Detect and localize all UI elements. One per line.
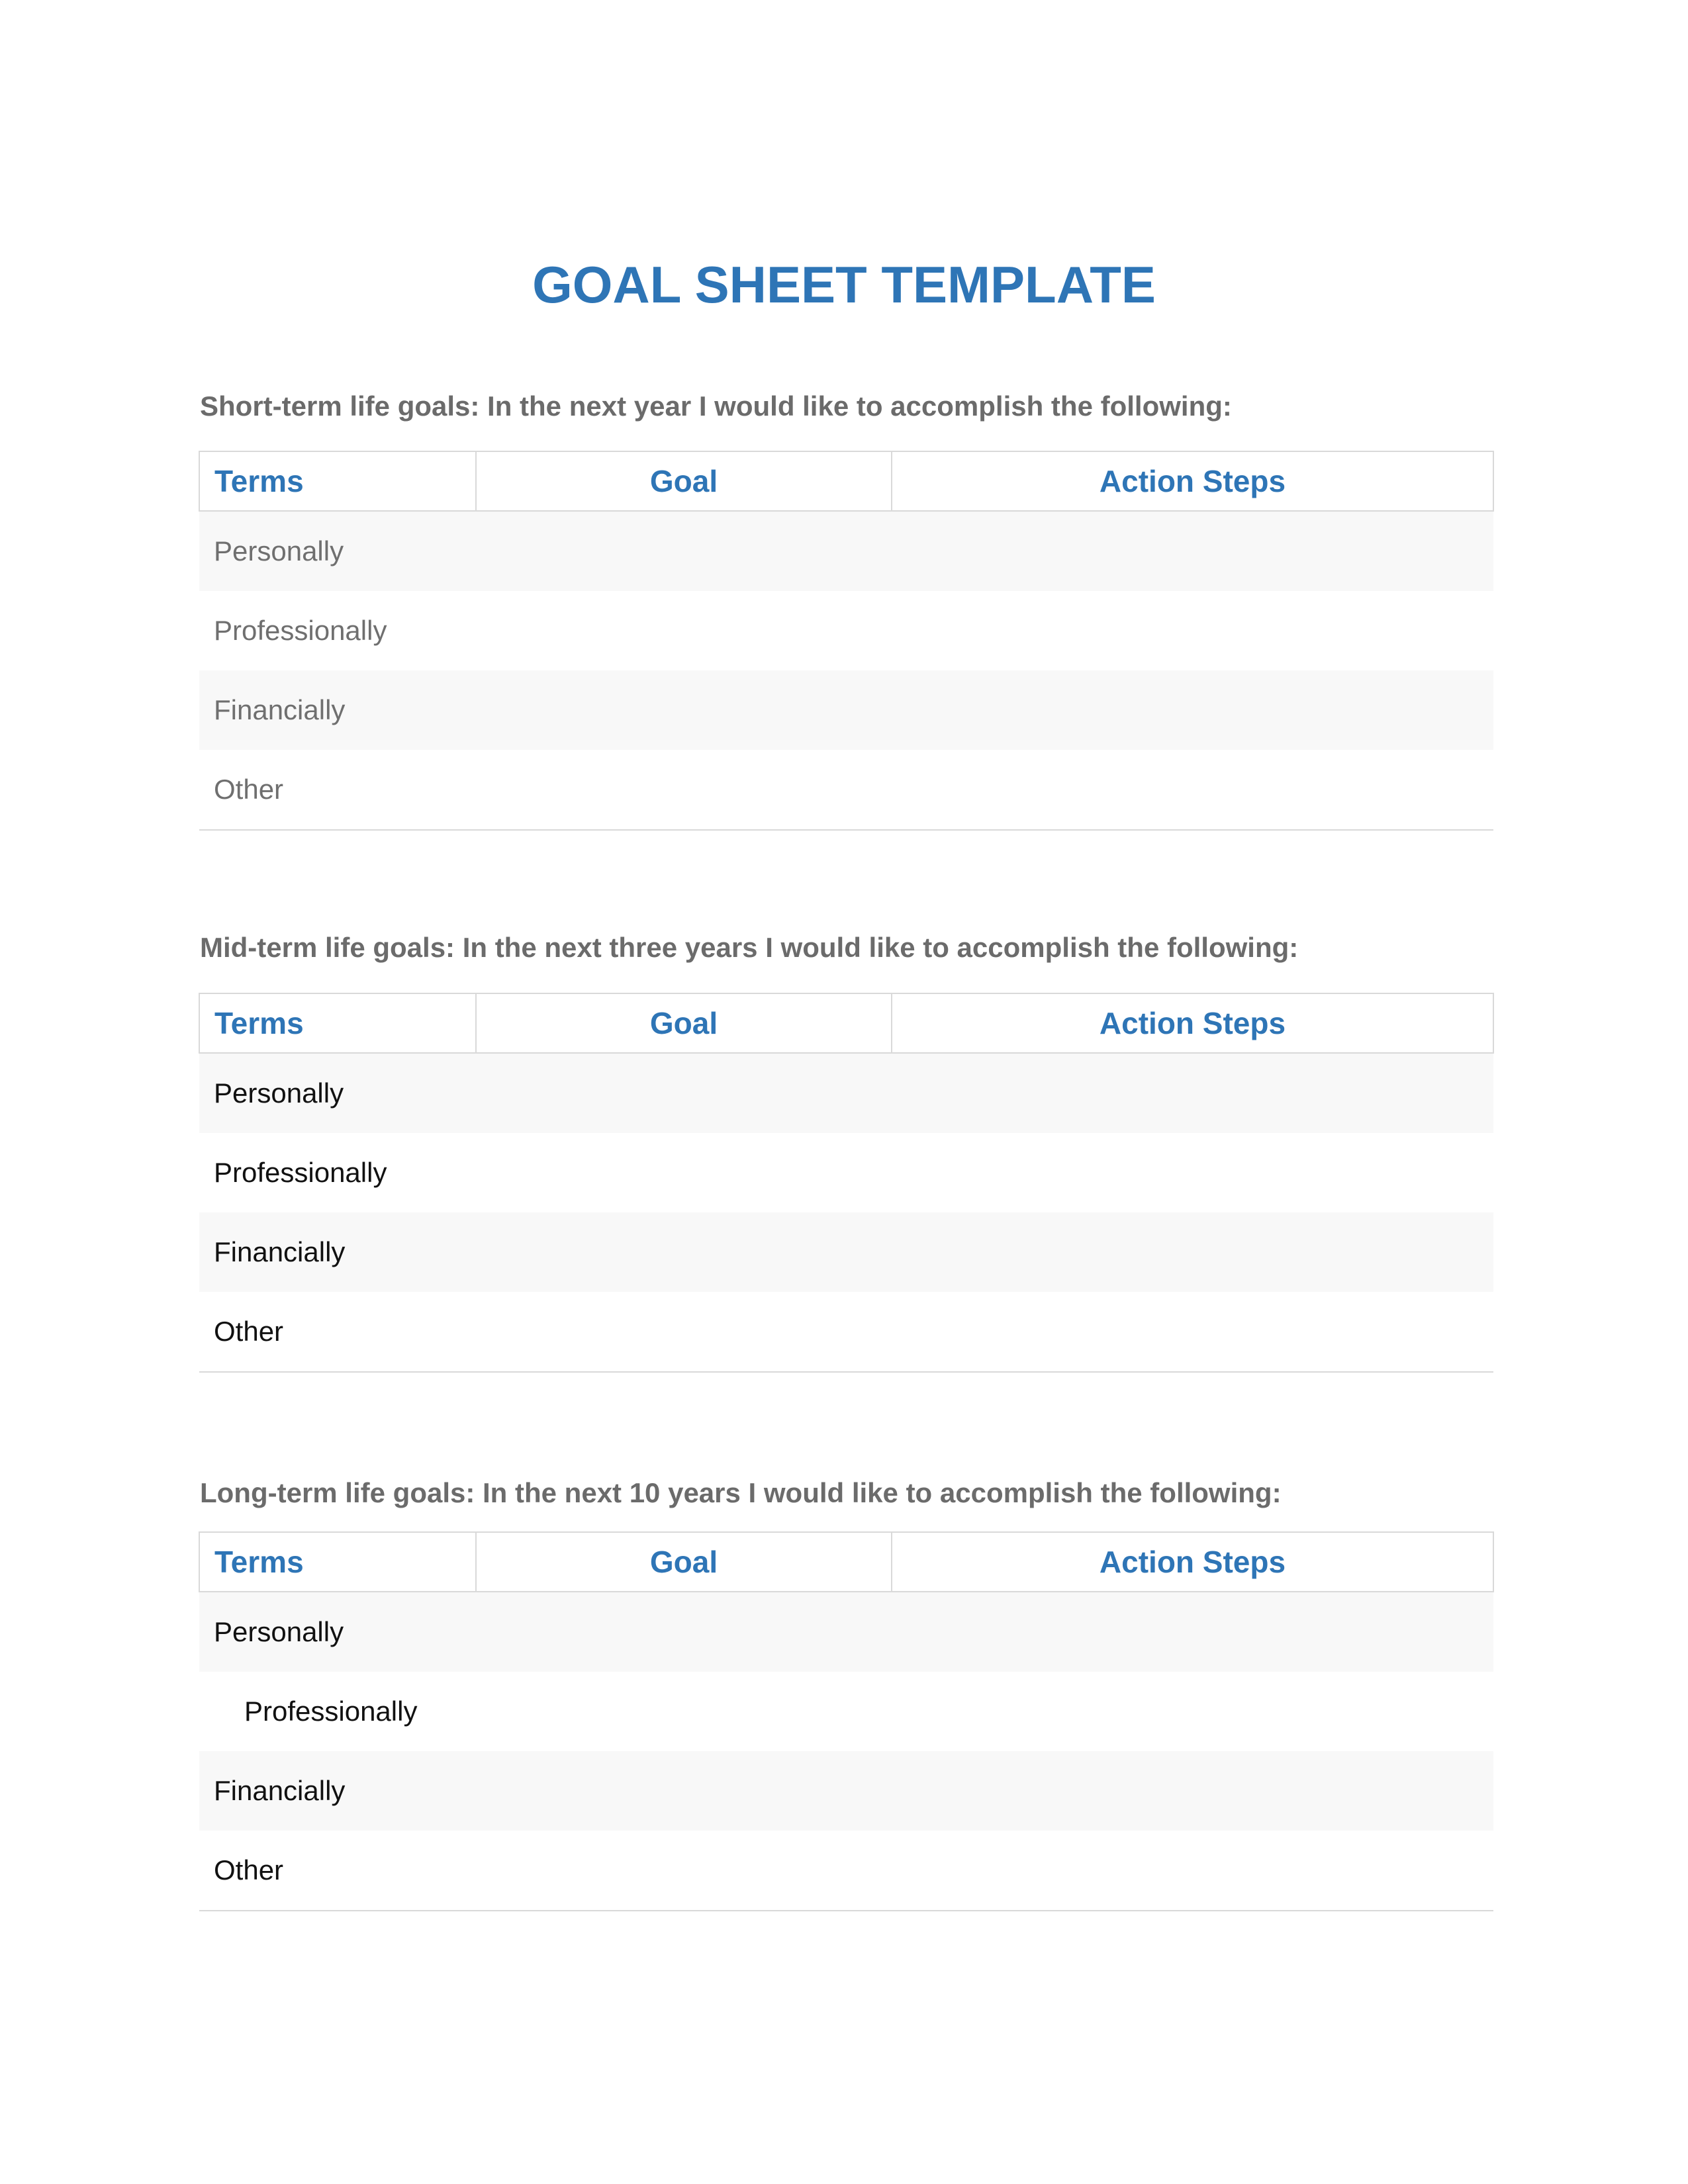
goal-cell[interactable] [476,1751,892,1831]
goal-cell[interactable] [476,511,892,591]
term-cell: Personally [199,1053,476,1133]
action-steps-cell[interactable] [892,670,1493,750]
goal-cell[interactable] [476,1592,892,1672]
mid-term-heading: Mid-term life goals: In the next three years I would like to accomplish the following: [200,932,1299,963]
action-steps-cell[interactable] [892,1053,1493,1133]
table-row [199,1751,1493,1831]
long-term-heading: Long-term life goals: In the next 10 years I would like to accomplish the following: [200,1477,1282,1508]
goal-cell[interactable] [476,1133,892,1212]
terms-column-header: Terms [199,1532,476,1592]
table-row [199,750,1493,830]
goal-column-header: Goal [476,1532,892,1592]
term-cell: Other [199,1292,476,1372]
goal-cell[interactable] [476,670,892,750]
action-steps-cell[interactable] [892,1592,1493,1672]
term-cell: Financially [199,1212,476,1292]
table-row [199,591,1493,670]
term-cell: Financially [199,1751,476,1831]
short-term-heading: Short-term life goals: In the next year I would like to accomplish the following: [200,390,1232,422]
term-cell: Professionally [199,591,476,670]
action-steps-cell[interactable] [892,1212,1493,1292]
term-cell: Professionally [199,1672,476,1751]
short-term-goals-table [199,451,1494,831]
table-row [199,1831,1493,1911]
action-steps-column-header: Action Steps [892,1532,1493,1592]
term-cell: Personally [199,1592,476,1672]
action-steps-cell[interactable] [892,1831,1493,1911]
table-row [199,1133,1493,1212]
action-steps-column-header: Action Steps [892,451,1493,511]
table-row [199,1212,1493,1292]
action-steps-column-header: Action Steps [892,993,1493,1053]
goal-cell[interactable] [476,591,892,670]
term-cell: Other [199,1831,476,1911]
page-title: GOAL SHEET TEMPLATE [532,255,1156,314]
action-steps-cell[interactable] [892,1133,1493,1212]
terms-column-header: Terms [199,451,476,511]
goal-cell[interactable] [476,1053,892,1133]
table-row [199,670,1493,750]
action-steps-cell[interactable] [892,1292,1493,1372]
table-row [199,1592,1493,1672]
term-cell: Professionally [199,1133,476,1212]
table-header-row [199,451,1493,511]
table-row [199,1292,1493,1372]
goal-cell[interactable] [476,1212,892,1292]
goal-cell[interactable] [476,750,892,830]
table-row [199,1672,1493,1751]
terms-column-header: Terms [199,993,476,1053]
action-steps-cell[interactable] [892,591,1493,670]
goal-cell[interactable] [476,1672,892,1751]
term-cell: Other [199,750,476,830]
long-term-goals-table [199,1531,1494,1911]
goal-column-header: Goal [476,993,892,1053]
term-cell: Financially [199,670,476,750]
goal-cell[interactable] [476,1831,892,1911]
action-steps-cell[interactable] [892,1751,1493,1831]
table-row [199,511,1493,591]
table-header-row [199,993,1493,1053]
action-steps-cell[interactable] [892,511,1493,591]
action-steps-cell[interactable] [892,1672,1493,1751]
table-header-row [199,1532,1493,1592]
mid-term-goals-table [199,993,1494,1373]
table-row [199,1053,1493,1133]
term-cell: Personally [199,511,476,591]
action-steps-cell[interactable] [892,750,1493,830]
goal-cell[interactable] [476,1292,892,1372]
goal-column-header: Goal [476,451,892,511]
